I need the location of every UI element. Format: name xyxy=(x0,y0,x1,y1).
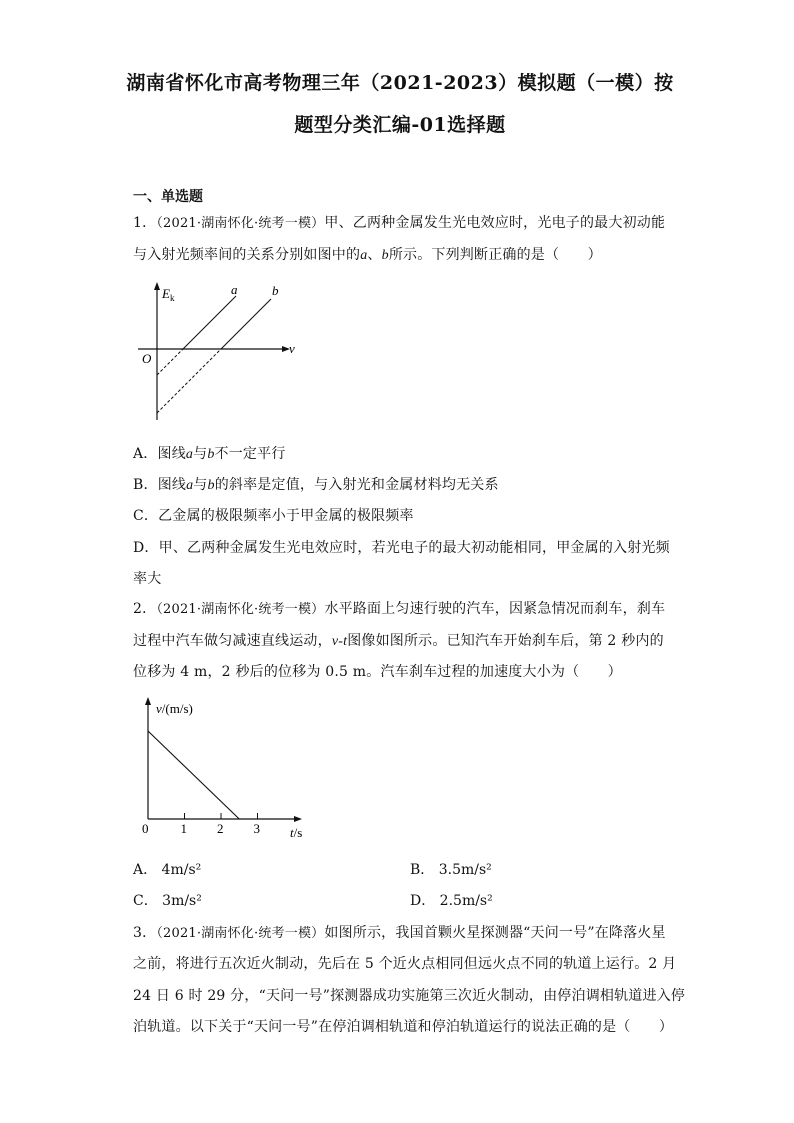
q2-y-label: v/(m/s) xyxy=(156,701,193,716)
q1-option-d-cont: 率大 xyxy=(133,571,162,587)
q1-y-arrow xyxy=(154,282,160,290)
q1-option-a[interactable]: A．图线a与b不一定平行 xyxy=(133,446,286,462)
q2-line2: 过程中汽车做匀减速直线运动，v-t图像如图所示。已知汽车开始刹车后，第 2 秒内的 xyxy=(133,633,664,649)
q1-x-label: ν xyxy=(289,341,295,356)
q2-ticks xyxy=(142,813,260,836)
q2-tick-label: 0 xyxy=(142,821,149,836)
q1-origin-label: O xyxy=(142,351,152,366)
q3-line3: 24 日 6 时 29 分，“天问一号”探测器成功实施第三次近火制动，由停泊调相轨道进入停 xyxy=(133,988,686,1004)
q1-line-b xyxy=(221,299,271,349)
q3-line2: 之前，将进行五次近火制动，先后在 5 个近火点相同但远火点不同的轨道上运行。2 月 xyxy=(133,956,677,972)
q2-option-d[interactable]: D． 2.5m/s² xyxy=(410,893,493,909)
document-title-line2: 题型分类汇编-01选择题 xyxy=(294,114,506,136)
q3-line4: 泊轨道。以下关于“天问一号”在停泊调相轨道和停泊轨道运行的说法正确的是（ ） xyxy=(133,1019,674,1035)
q2-vt-graph xyxy=(136,693,316,843)
q1-line1 xyxy=(133,212,665,232)
q1-source: （2021·湖南怀化·统考一模） xyxy=(156,216,325,231)
q1-number: 1． xyxy=(133,215,157,231)
q1-text: 甲、乙两种金属发生光电效应时，光电子的最大初动能 xyxy=(324,215,666,231)
q1-line-a-extension xyxy=(157,349,183,375)
q2-number: 2． xyxy=(133,601,157,617)
section-heading: 一、单选题 xyxy=(133,189,203,205)
q1-line2: 与入射光频率间的关系分别如图中的a、b所示。下列判断正确的是（ ） xyxy=(133,247,602,263)
q2-x-arrow xyxy=(294,816,302,822)
q1-line-b-extension xyxy=(157,349,221,413)
q3-source: （2021·湖南怀化·统考一模） xyxy=(156,926,325,941)
q2-x-label: t/s xyxy=(290,825,303,840)
q1-option-c[interactable]: C．乙金属的极限频率小于甲金属的极限频率 xyxy=(133,508,414,524)
q2-tick-label: 2 xyxy=(217,821,224,836)
q1-ek-graph xyxy=(136,280,306,425)
q2-y-arrow xyxy=(145,697,151,705)
q1-y-label: $E_k$ xyxy=(162,286,175,303)
q1-label-b: b xyxy=(272,283,279,298)
q2-velocity-line xyxy=(148,731,239,819)
document-title-line1: 湖南省怀化市高考物理三年（2021-2023）模拟题（一模）按 xyxy=(126,72,674,94)
q2-line3: 位移为 4 m，2 秒后的位移为 0.5 m。汽车刹车过程的加速度大小为（ ） xyxy=(133,664,622,680)
q2-tick-label: 3 xyxy=(253,821,260,836)
q2-source: （2021·湖南怀化·统考一模） xyxy=(156,602,325,617)
q1-label-a: a xyxy=(231,282,238,297)
q2-option-c[interactable]: C． 3m/s² xyxy=(133,893,202,909)
q3-text: 如图所示，我国首颗火星探测器“天问一号”在降落火星 xyxy=(324,925,666,941)
q2-line1 xyxy=(133,598,665,618)
q1-option-b[interactable]: B．图线a与b的斜率是定值，与入射光和金属材料均无关系 xyxy=(133,477,499,493)
q2-tick-label: 1 xyxy=(180,821,187,836)
q3-number: 3． xyxy=(133,925,157,941)
q1-line-a xyxy=(183,296,236,349)
q2-text: 水平路面上匀速行驶的汽车，因紧急情况而刹车，刹车 xyxy=(324,601,666,617)
q1-option-d[interactable]: D．甲、乙两种金属发生光电效应时，若光电子的最大初动能相同，甲金属的入射光频 xyxy=(133,540,670,556)
q2-option-a[interactable]: A． 4m/s² xyxy=(133,862,202,878)
q3-line1 xyxy=(133,922,666,942)
q2-option-b[interactable]: B． 3.5m/s² xyxy=(410,862,492,878)
